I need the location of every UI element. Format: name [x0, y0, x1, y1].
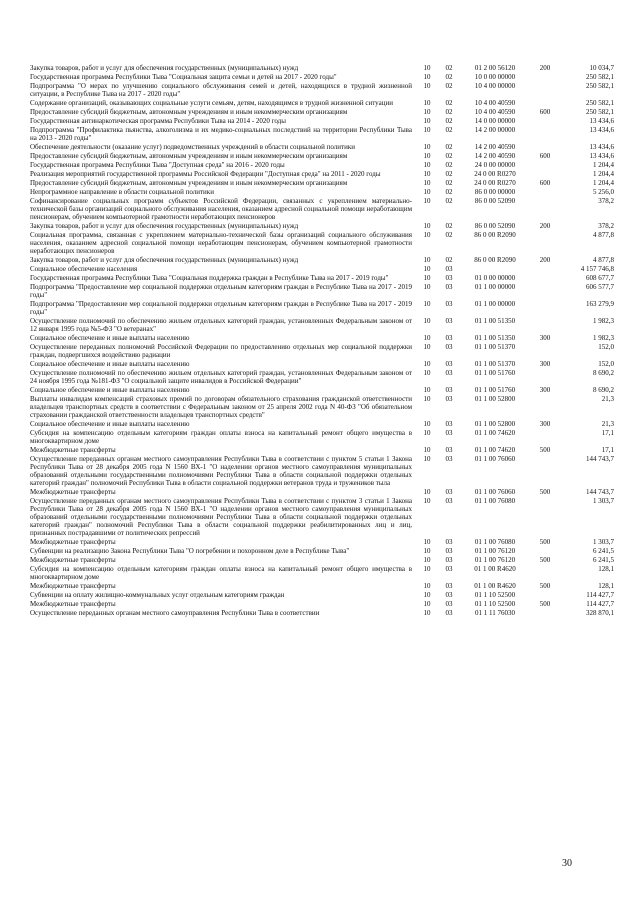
amount: 144 743,7 [586, 455, 614, 463]
expense-type-code: 300 [539, 420, 551, 428]
table-row [30, 609, 630, 617]
amount: 17,1 [601, 446, 614, 454]
target-article-code: 24 0 00 R0270 [474, 179, 516, 187]
amount: 4 157 746,8 [580, 265, 614, 273]
table-row [30, 108, 630, 116]
table-row [30, 64, 630, 72]
item-name: Подпрограмма "О мерах по улучшению социального обслуживания семей и детей, находящихся в трудной жизненной ситуации, в Республике Тыва на 2017 - 2020 годы" [30, 82, 412, 98]
table-row [30, 334, 630, 342]
section-code: 10 [423, 446, 431, 454]
target-article-code: 86 0 00 00000 [474, 188, 516, 196]
amount: 13 434,6 [589, 143, 614, 151]
section-code: 10 [423, 222, 431, 230]
target-article-code: 10 4 00 00000 [474, 82, 516, 90]
table-row [30, 161, 630, 169]
section-code: 10 [423, 386, 431, 394]
target-article-code: 01 1 00 51350 [474, 334, 516, 342]
table-row [30, 556, 630, 564]
section-code: 10 [423, 609, 431, 617]
section-code: 10 [423, 591, 431, 599]
expense-type-code: 300 [539, 386, 551, 394]
item-name: Предоставление субсидий бюджетным, автономным учреждениям и иным некоммерческим организациям [30, 179, 348, 187]
table-row [30, 283, 630, 299]
section-code: 10 [423, 283, 431, 291]
amount: 608 677,7 [586, 274, 614, 282]
table-row [30, 497, 630, 537]
subsection-code: 02 [445, 188, 453, 196]
amount: 114 427,7 [586, 600, 614, 608]
expense-type-code: 600 [539, 179, 551, 187]
target-article-code: 01 1 00 76080 [474, 497, 516, 505]
amount: 1 204,4 [593, 161, 614, 169]
subsection-code: 02 [445, 143, 453, 151]
section-code: 10 [423, 170, 431, 178]
item-name: Межбюджетные трансферты [30, 582, 116, 590]
subsection-code: 03 [445, 556, 453, 564]
amount: 378,2 [598, 197, 614, 205]
item-name: Осуществление полномочий по обеспечению жильем отдельных категорий граждан, установленных Федеральным законом от 24 ноября 1995 года №181-ФЗ "О социальной защите инвалидов в Российской Федерации" [30, 369, 412, 385]
item-name: Государственная программа Республики Тыва "Доступная среда" на 2016 - 2020 годы [30, 161, 285, 169]
subsection-code: 03 [445, 395, 453, 403]
item-name: Подпрограмма "Профилактика пьянства, алкоголизма и их медико-социальных последствий на территории Республики Тыва на 2013 - 2020 годы" [30, 126, 412, 142]
amount: 21,3 [601, 420, 614, 428]
amount: 21,3 [601, 395, 614, 403]
target-article-code: 01 1 00 74620 [474, 446, 516, 454]
target-article-code: 01 1 00 51350 [474, 317, 516, 325]
amount: 163 279,9 [586, 300, 614, 308]
section-code: 10 [423, 197, 431, 205]
subsection-code: 03 [445, 360, 453, 368]
target-article-code: 86 0 00 52090 [474, 197, 516, 205]
item-name: Межбюджетные трансферты [30, 600, 116, 608]
budget-table [30, 64, 630, 618]
section-code: 10 [423, 231, 431, 239]
table-row [30, 360, 630, 368]
section-code: 10 [423, 429, 431, 437]
table-row [30, 117, 630, 125]
expense-type-code: 500 [539, 600, 551, 608]
item-name: Подпрограмма "Предоставление мер социальной поддержки отдельным категориям граждан в Республике Тыва на 2017 - 2019 годы" [30, 300, 412, 316]
subsection-code: 02 [445, 170, 453, 178]
item-name: Государственная программа Республики Тыва "Социальная поддержка граждан в Республике Тыва на 2017 - 2019 годы" [30, 274, 389, 282]
item-name: Закупка товаров, работ и услуг для обеспечения государственных (муниципальных) нужд [30, 64, 299, 72]
section-code: 10 [423, 538, 431, 546]
section-code: 10 [423, 488, 431, 496]
section-code: 10 [423, 126, 431, 134]
section-code: 10 [423, 369, 431, 377]
subsection-code: 03 [445, 386, 453, 394]
section-code: 10 [423, 179, 431, 187]
table-row [30, 591, 630, 599]
item-name: Межбюджетные трансферты [30, 538, 116, 546]
table-row [30, 73, 630, 81]
item-name: Реализация мероприятий государственной программы Российской Федерации "Доступная среда" на 2011 - 2020 годы [30, 170, 381, 178]
amount: 1 303,7 [593, 538, 614, 546]
target-article-code: 10 0 00 00000 [474, 73, 516, 81]
item-name: Закупка товаров, работ и услуг для обеспечения государственных (муниципальных) нужд [30, 256, 299, 264]
target-article-code: 01 1 10 52500 [474, 600, 516, 608]
subsection-code: 03 [445, 420, 453, 428]
amount: 378,2 [598, 222, 614, 230]
item-name: Осуществление полномочий по обеспечению жильем отдельных категорий граждан, установленных Федеральным законом от 12 января 1995 года №5-ФЗ "О ветеранах" [30, 317, 412, 333]
item-name: Софинансирование социальных программ субъектов Российской Федерации, связанных с укреплением материально-технической базы организаций социального обслуживания населения, оказанием адресной социальной помощи неработающим пенсионерам, обучением компьютерной грамотности неработающих пенсионеров [30, 197, 412, 221]
table-row [30, 420, 630, 428]
target-article-code: 01 1 10 52500 [474, 591, 516, 599]
section-code: 10 [423, 64, 431, 72]
table-row [30, 256, 630, 264]
item-name: Осуществление переданных органам местного самоуправления Республики Тыва в соответствии с пунктом 3 статьи 1 Закона Республики Тыва от 28 декабря 2005 года N 1560 ВХ-1 "О наделении органов местного самоуправления муниципальных образований отдельными государственными полномочиями Республики Тыва в области социальной поддержки отдельных категорий граждан" полномочий Республики Тыва в области социальной поддержки реабилитированных лиц и лиц, признанных пострадавшими от политических репрессий [30, 497, 412, 537]
subsection-code: 02 [445, 82, 453, 90]
item-name: Субвенции на оплату жилищно-коммунальных услуг отдельным категориям граждан [30, 591, 285, 599]
table-row [30, 99, 630, 107]
item-name: Социальное обеспечение населения [30, 265, 138, 273]
expense-type-code: 600 [539, 108, 551, 116]
target-article-code: 01 1 00 R4620 [474, 582, 516, 590]
amount: 4 877,8 [593, 256, 614, 264]
expense-type-code: 500 [539, 488, 551, 496]
amount: 128,1 [598, 565, 614, 573]
expense-type-code: 300 [539, 360, 551, 368]
table-row [30, 300, 630, 316]
amount: 152,0 [598, 343, 614, 351]
expense-type-code: 200 [539, 64, 551, 72]
table-row [30, 582, 630, 590]
target-article-code: 01 1 00 51370 [474, 360, 516, 368]
amount: 144 743,7 [586, 488, 614, 496]
amount: 8 690,2 [593, 386, 614, 394]
expense-type-code: 500 [539, 556, 551, 564]
table-row [30, 82, 630, 98]
target-article-code: 10 4 00 40590 [474, 99, 516, 107]
item-name: Межбюджетные трансферты [30, 556, 116, 564]
amount: 128,1 [598, 582, 614, 590]
table-row [30, 386, 630, 394]
target-article-code: 01 1 00 R4620 [474, 565, 516, 573]
item-name: Социальное обеспечение и иные выплаты населению [30, 334, 190, 342]
table-row [30, 343, 630, 359]
section-code: 10 [423, 556, 431, 564]
section-code: 10 [423, 547, 431, 555]
expense-type-code: 300 [539, 334, 551, 342]
subsection-code: 02 [445, 222, 453, 230]
target-article-code: 01 2 00 56120 [474, 64, 516, 72]
subsection-code: 03 [445, 334, 453, 342]
subsection-code: 02 [445, 161, 453, 169]
table-row [30, 455, 630, 487]
amount: 1 982,3 [593, 334, 614, 342]
table-row [30, 600, 630, 608]
item-name: Обеспечение деятельности (оказание услуг) подведомственных учреждений в области социальной политики [30, 143, 355, 151]
subsection-code: 03 [445, 429, 453, 437]
subsection-code: 02 [445, 99, 453, 107]
subsection-code: 02 [445, 256, 453, 264]
amount: 8 690,2 [593, 369, 614, 377]
section-code: 10 [423, 99, 431, 107]
item-name: Выплаты инвалидам компенсаций страховых премий по договорам обязательного страхования гражданской ответственности владельцев транспортных средств в соответствии с Федеральным законом от 25 апреля 2002 года N 40-ФЗ "Об обязательном страховании гражданской ответственности владельцев транспортных средств" [30, 395, 412, 419]
target-article-code: 01 1 11 76030 [475, 609, 515, 617]
target-article-code: 14 2 00 40590 [474, 143, 516, 151]
amount: 1 982,3 [593, 317, 614, 325]
amount: 4 877,8 [593, 231, 614, 239]
item-name: Предоставление субсидий бюджетным, автономным учреждениям и иным некоммерческим организациям [30, 152, 348, 160]
amount: 17,1 [601, 429, 614, 437]
subsection-code: 03 [445, 343, 453, 351]
target-article-code: 24 0 00 00000 [474, 161, 516, 169]
section-code: 10 [423, 73, 431, 81]
amount: 13 434,6 [589, 126, 614, 134]
target-article-code: 01 1 00 51760 [474, 386, 516, 394]
table-row [30, 231, 630, 255]
table-row [30, 565, 630, 581]
subsection-code: 02 [445, 126, 453, 134]
target-article-code: 86 0 00 52090 [474, 222, 516, 230]
expense-type-code: 500 [539, 582, 551, 590]
item-name: Субвенции на реализацию Закона Республики Тыва "О погребении и похоронном деле в Республике Тыва" [30, 547, 350, 555]
target-article-code: 01 1 00 52800 [474, 420, 516, 428]
target-article-code: 01 1 00 00000 [474, 300, 516, 308]
section-code: 10 [423, 565, 431, 573]
expense-type-code: 200 [539, 256, 551, 264]
item-name: Содержание организаций, оказывающих социальные услуги семьям, детям, находящимся в трудной жизненной ситуации [30, 99, 393, 107]
subsection-code: 03 [445, 538, 453, 546]
item-name: Межбюджетные трансферты [30, 488, 116, 496]
section-code: 10 [423, 117, 431, 125]
amount: 152,0 [598, 360, 614, 368]
item-name: Субсидия на компенсацию отдельным категориям граждан оплаты взноса на капитальный ремонт общего имущества в многоквартирном доме [30, 565, 412, 581]
target-article-code: 01 1 00 00000 [474, 283, 516, 291]
section-code: 10 [423, 265, 431, 273]
subsection-code: 03 [445, 446, 453, 454]
expense-type-code: 500 [539, 538, 551, 546]
amount: 5 256,0 [593, 188, 614, 196]
item-name: Межбюджетные трансферты [30, 446, 116, 454]
section-code: 10 [423, 161, 431, 169]
table-row [30, 188, 630, 196]
target-article-code: 01 1 00 76120 [474, 556, 516, 564]
target-article-code: 86 0 00 R2090 [474, 231, 516, 239]
target-article-code: 14 0 00 00000 [474, 117, 516, 125]
subsection-code: 03 [445, 274, 453, 282]
amount: 250 582,1 [586, 108, 614, 116]
table-row [30, 179, 630, 187]
item-name: Социальная программа, связанная с укреплением материально-технической базы организаций социального обслуживания населения, оказанием адресной социальной помощи неработающим пенсионерам, обучением компьютерной грамотности неработающих пенсионеров [30, 231, 412, 255]
target-article-code: 10 4 00 40590 [474, 108, 516, 116]
item-name: Предоставление субсидий бюджетным, автономным учреждениям и иным некоммерческим организациям [30, 108, 348, 116]
table-row [30, 446, 630, 454]
table-row [30, 547, 630, 555]
subsection-code: 03 [445, 300, 453, 308]
section-code: 10 [423, 256, 431, 264]
subsection-code: 03 [445, 582, 453, 590]
table-row [30, 265, 630, 273]
amount: 6 241,5 [593, 547, 614, 555]
item-name: Социальное обеспечение и иные выплаты населению [30, 386, 190, 394]
table-row [30, 126, 630, 142]
subsection-code: 02 [445, 64, 453, 72]
target-article-code: 01 1 00 76120 [474, 547, 516, 555]
subsection-code: 02 [445, 73, 453, 81]
subsection-code: 03 [445, 547, 453, 555]
subsection-code: 02 [445, 152, 453, 160]
table-row [30, 429, 630, 445]
amount: 250 582,1 [586, 82, 614, 90]
target-article-code: 14 2 00 00000 [474, 126, 516, 134]
section-code: 10 [423, 300, 431, 308]
section-code: 10 [423, 143, 431, 151]
target-article-code: 01 1 00 51760 [474, 369, 516, 377]
item-name: Государственная программа Республики Тыва "Социальная защита семьи и детей на 2017 - 2020 годы" [30, 73, 337, 81]
target-article-code: 86 0 00 R2090 [474, 256, 516, 264]
table-row [30, 143, 630, 151]
subsection-code: 02 [445, 179, 453, 187]
section-code: 10 [423, 582, 431, 590]
expense-type-code: 600 [539, 152, 551, 160]
amount: 328 870,1 [586, 609, 614, 617]
subsection-code: 03 [445, 497, 453, 505]
expense-type-code: 500 [539, 446, 551, 454]
table-row [30, 538, 630, 546]
table-row [30, 152, 630, 160]
amount: 6 241,5 [593, 556, 614, 564]
subsection-code: 03 [445, 488, 453, 496]
table-row [30, 170, 630, 178]
item-name: Подпрограмма "Предоставление мер социальной поддержки отдельным категориям граждан в Республике Тыва на 2017 - 2019 годы" [30, 283, 412, 299]
amount: 10 034,7 [589, 64, 614, 72]
subsection-code: 03 [445, 283, 453, 291]
target-article-code: 01 1 00 51370 [474, 343, 516, 351]
section-code: 10 [423, 343, 431, 351]
table-row [30, 197, 630, 221]
subsection-code: 03 [445, 609, 453, 617]
subsection-code: 02 [445, 197, 453, 205]
section-code: 10 [423, 455, 431, 463]
item-name: Закупка товаров, работ и услуг для обеспечения государственных (муниципальных) нужд [30, 222, 299, 230]
item-name: Осуществление переданных полномочий Российской Федерации по предоставлению отдельных мер социальной поддержки граждан, подвергшихся воздействию радиации [30, 343, 412, 359]
target-article-code: 01 1 00 52800 [474, 395, 516, 403]
table-row [30, 222, 630, 230]
table-row [30, 317, 630, 333]
target-article-code: 01 0 00 00000 [474, 274, 516, 282]
item-name: Государственная антинаркотическая программа Республики Тыва на 2014 - 2020 годы [30, 117, 286, 125]
amount: 1 204,4 [593, 179, 614, 187]
table-row [30, 274, 630, 282]
item-name: Осуществление переданных органам местного самоуправления Республики Тыва в соответствии [30, 609, 320, 617]
target-article-code: 01 1 00 76060 [474, 488, 516, 496]
section-code: 10 [423, 274, 431, 282]
table-row [30, 369, 630, 385]
section-code: 10 [423, 395, 431, 403]
subsection-code: 03 [445, 369, 453, 377]
item-name: Субсидия на компенсацию отдельным категориям граждан оплаты взноса на капитальный ремонт общего имущества в многоквартирном доме [30, 429, 412, 445]
section-code: 10 [423, 82, 431, 90]
subsection-code: 03 [445, 455, 453, 463]
section-code: 10 [423, 600, 431, 608]
section-code: 10 [423, 317, 431, 325]
subsection-code: 03 [445, 265, 453, 273]
amount: 1 204,4 [593, 170, 614, 178]
target-article-code: 01 1 00 76060 [474, 455, 516, 463]
table-row [30, 395, 630, 419]
target-article-code: 14 2 00 40590 [474, 152, 516, 160]
subsection-code: 02 [445, 231, 453, 239]
subsection-code: 02 [445, 108, 453, 116]
page-number: 30 [562, 858, 572, 869]
item-name: Осуществление переданных органам местного самоуправления Республики Тыва в соответствии с пунктом 5 статьи 1 Закона Республики Тыва от 28 декабря 2005 года N 1560 ВХ-1 "О наделении органов местного самоуправления муниципальных образований отдельными государственными полномочиями Республики Тыва в области социальной поддержки отдельных категорий граждан" полномочий Республики Тыва в области социальной поддержки ветеранов труда и тружеников тыла [30, 455, 412, 487]
amount: 606 577,7 [586, 283, 614, 291]
subsection-code: 03 [445, 317, 453, 325]
section-code: 10 [423, 108, 431, 116]
section-code: 10 [423, 188, 431, 196]
target-article-code: 01 1 00 74620 [474, 429, 516, 437]
table-row [30, 488, 630, 496]
item-name: Непрограммное направление в области социальной политики [30, 188, 214, 196]
subsection-code: 03 [445, 600, 453, 608]
subsection-code: 03 [445, 591, 453, 599]
section-code: 10 [423, 360, 431, 368]
section-code: 10 [423, 152, 431, 160]
item-name: Социальное обеспечение и иные выплаты населению [30, 360, 190, 368]
amount: 13 434,6 [589, 117, 614, 125]
amount: 1 303,7 [593, 497, 614, 505]
amount: 250 582,1 [586, 73, 614, 81]
amount: 250 582,1 [586, 99, 614, 107]
target-article-code: 24 0 00 R0270 [474, 170, 516, 178]
item-name: Социальное обеспечение и иные выплаты населению [30, 420, 190, 428]
section-code: 10 [423, 334, 431, 342]
subsection-code: 03 [445, 565, 453, 573]
section-code: 10 [423, 420, 431, 428]
amount: 114 427,7 [586, 591, 614, 599]
expense-type-code: 200 [539, 222, 551, 230]
section-code: 10 [423, 497, 431, 505]
subsection-code: 02 [445, 117, 453, 125]
target-article-code: 01 1 00 76080 [474, 538, 516, 546]
amount: 13 434,6 [589, 152, 614, 160]
